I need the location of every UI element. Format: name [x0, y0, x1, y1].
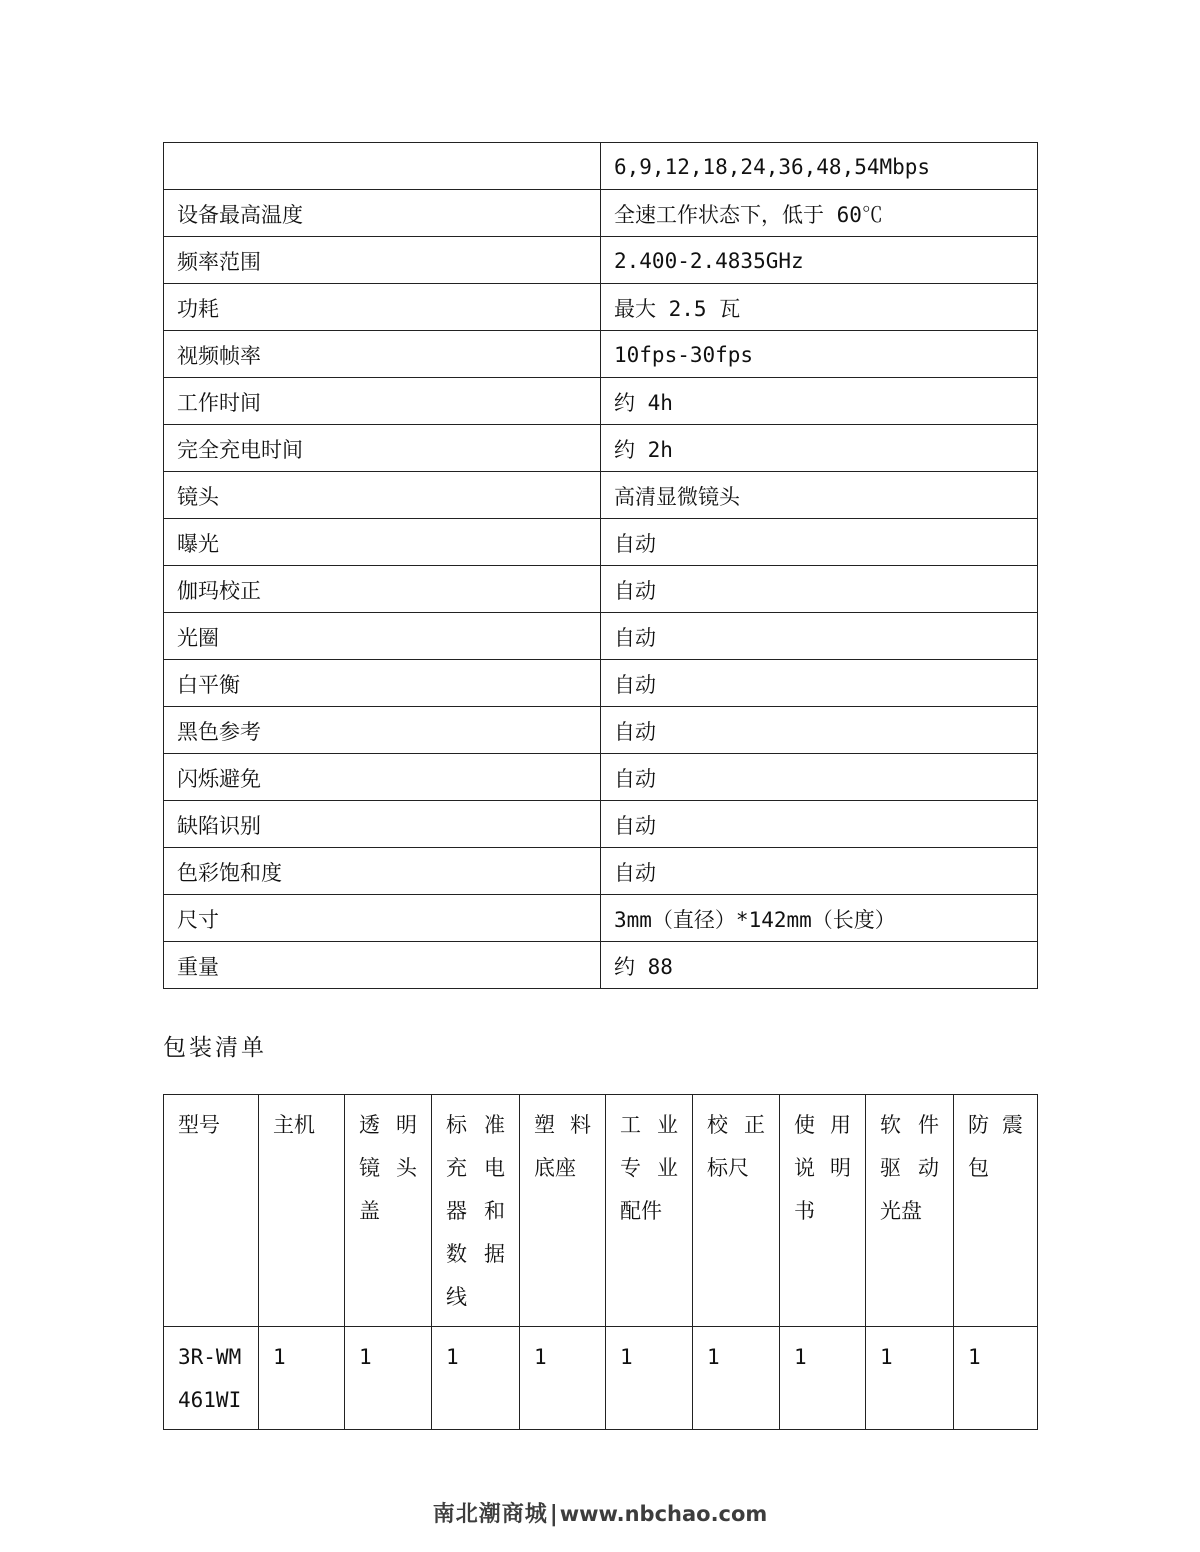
table-row: [164, 284, 1038, 331]
table-row: [164, 801, 1038, 848]
packing-header-ruler: 校正标尺: [693, 1095, 780, 1327]
spec-label: 伽玛校正: [164, 566, 601, 613]
spec-label: 工作时间: [164, 378, 601, 425]
section-title-packing-list: 包装清单: [163, 1035, 267, 1061]
spec-label: 频率范围: [164, 237, 601, 284]
spec-value: 全速工作状态下，低于 60℃: [601, 190, 1038, 237]
packing-header-cd: 软件驱动光盘: [866, 1095, 954, 1327]
table-row: [164, 848, 1038, 895]
footer-url: www.nbchao.com: [559, 1502, 768, 1526]
spec-value: 约 2h: [601, 425, 1038, 472]
packing-qty: 1: [606, 1327, 693, 1430]
footer-brand: 南北潮商城: [432, 1502, 548, 1527]
packing-qty: 1: [432, 1327, 520, 1430]
spec-value: 自动: [601, 848, 1038, 895]
footer-divider: |: [549, 1502, 558, 1527]
packing-list-table: [163, 1094, 1038, 1430]
table-row: [164, 143, 1038, 190]
table-row: [164, 660, 1038, 707]
packing-header-shockproof-bag: 防震包: [954, 1095, 1038, 1327]
table-row: [164, 613, 1038, 660]
spec-label: 曝光: [164, 519, 601, 566]
packing-header-manual: 使用说明书: [780, 1095, 866, 1327]
spec-value: 自动: [601, 566, 1038, 613]
spec-label: [164, 143, 601, 190]
packing-qty: 1: [345, 1327, 432, 1430]
spec-value: 自动: [601, 519, 1038, 566]
table-row: [164, 425, 1038, 472]
spec-table: [163, 142, 1038, 989]
spec-label: 闪烁避免: [164, 754, 601, 801]
table-row: [164, 707, 1038, 754]
spec-label: 色彩饱和度: [164, 848, 601, 895]
spec-value: 自动: [601, 660, 1038, 707]
spec-value: 3mm（直径）*142mm（长度）: [601, 895, 1038, 942]
spec-value: 自动: [601, 801, 1038, 848]
spec-label: 缺陷识别: [164, 801, 601, 848]
spec-value: 6,9,12,18,24,36,48,54Mbps: [601, 143, 1038, 190]
spec-label: 尺寸: [164, 895, 601, 942]
footer-watermark: [0, 1497, 1200, 1528]
packing-qty: 1: [259, 1327, 345, 1430]
spec-label: 设备最高温度: [164, 190, 601, 237]
spec-label: 完全充电时间: [164, 425, 601, 472]
packing-qty: 1: [866, 1327, 954, 1430]
spec-value: 自动: [601, 707, 1038, 754]
packing-model: 3R-WM 461WI: [164, 1327, 259, 1430]
spec-label: 重量: [164, 942, 601, 989]
packing-header-host: 主机: [259, 1095, 345, 1327]
packing-qty: 1: [693, 1327, 780, 1430]
table-row: [164, 754, 1038, 801]
spec-label: 镜头: [164, 472, 601, 519]
packing-qty: 1: [780, 1327, 866, 1430]
table-row: [164, 190, 1038, 237]
table-row: [164, 519, 1038, 566]
spec-value: 最大 2.5 瓦: [601, 284, 1038, 331]
document-body: [163, 142, 1037, 1430]
packing-header-model: 型号: [164, 1095, 259, 1327]
spec-value: 自动: [601, 754, 1038, 801]
spec-value: 2.400-2.4835GHz: [601, 237, 1038, 284]
spec-label: 白平衡: [164, 660, 601, 707]
spec-value: 自动: [601, 613, 1038, 660]
packing-header-lens-cap: 透明镜头盖: [345, 1095, 432, 1327]
table-row: [164, 942, 1038, 989]
table-row: [164, 331, 1038, 378]
packing-header-charger: 标准充电器和数据线: [432, 1095, 520, 1327]
table-row: [164, 378, 1038, 425]
spec-label: 视频帧率: [164, 331, 601, 378]
packing-qty: 1: [520, 1327, 606, 1430]
spec-value: 高清显微镜头: [601, 472, 1038, 519]
table-header-row: [164, 1095, 1038, 1327]
spec-value: 约 88: [601, 942, 1038, 989]
table-row: [164, 895, 1038, 942]
table-row: [164, 472, 1038, 519]
spec-value: 约 4h: [601, 378, 1038, 425]
table-row: [164, 237, 1038, 284]
packing-header-base: 塑料底座: [520, 1095, 606, 1327]
spec-label: 光圈: [164, 613, 601, 660]
spec-value: 10fps-30fps: [601, 331, 1038, 378]
packing-header-accessories: 工业专业配件: [606, 1095, 693, 1327]
table-row: [164, 566, 1038, 613]
table-row: [164, 1327, 1038, 1430]
spec-label: 黑色参考: [164, 707, 601, 754]
spec-label: 功耗: [164, 284, 601, 331]
packing-qty: 1: [954, 1327, 1038, 1430]
